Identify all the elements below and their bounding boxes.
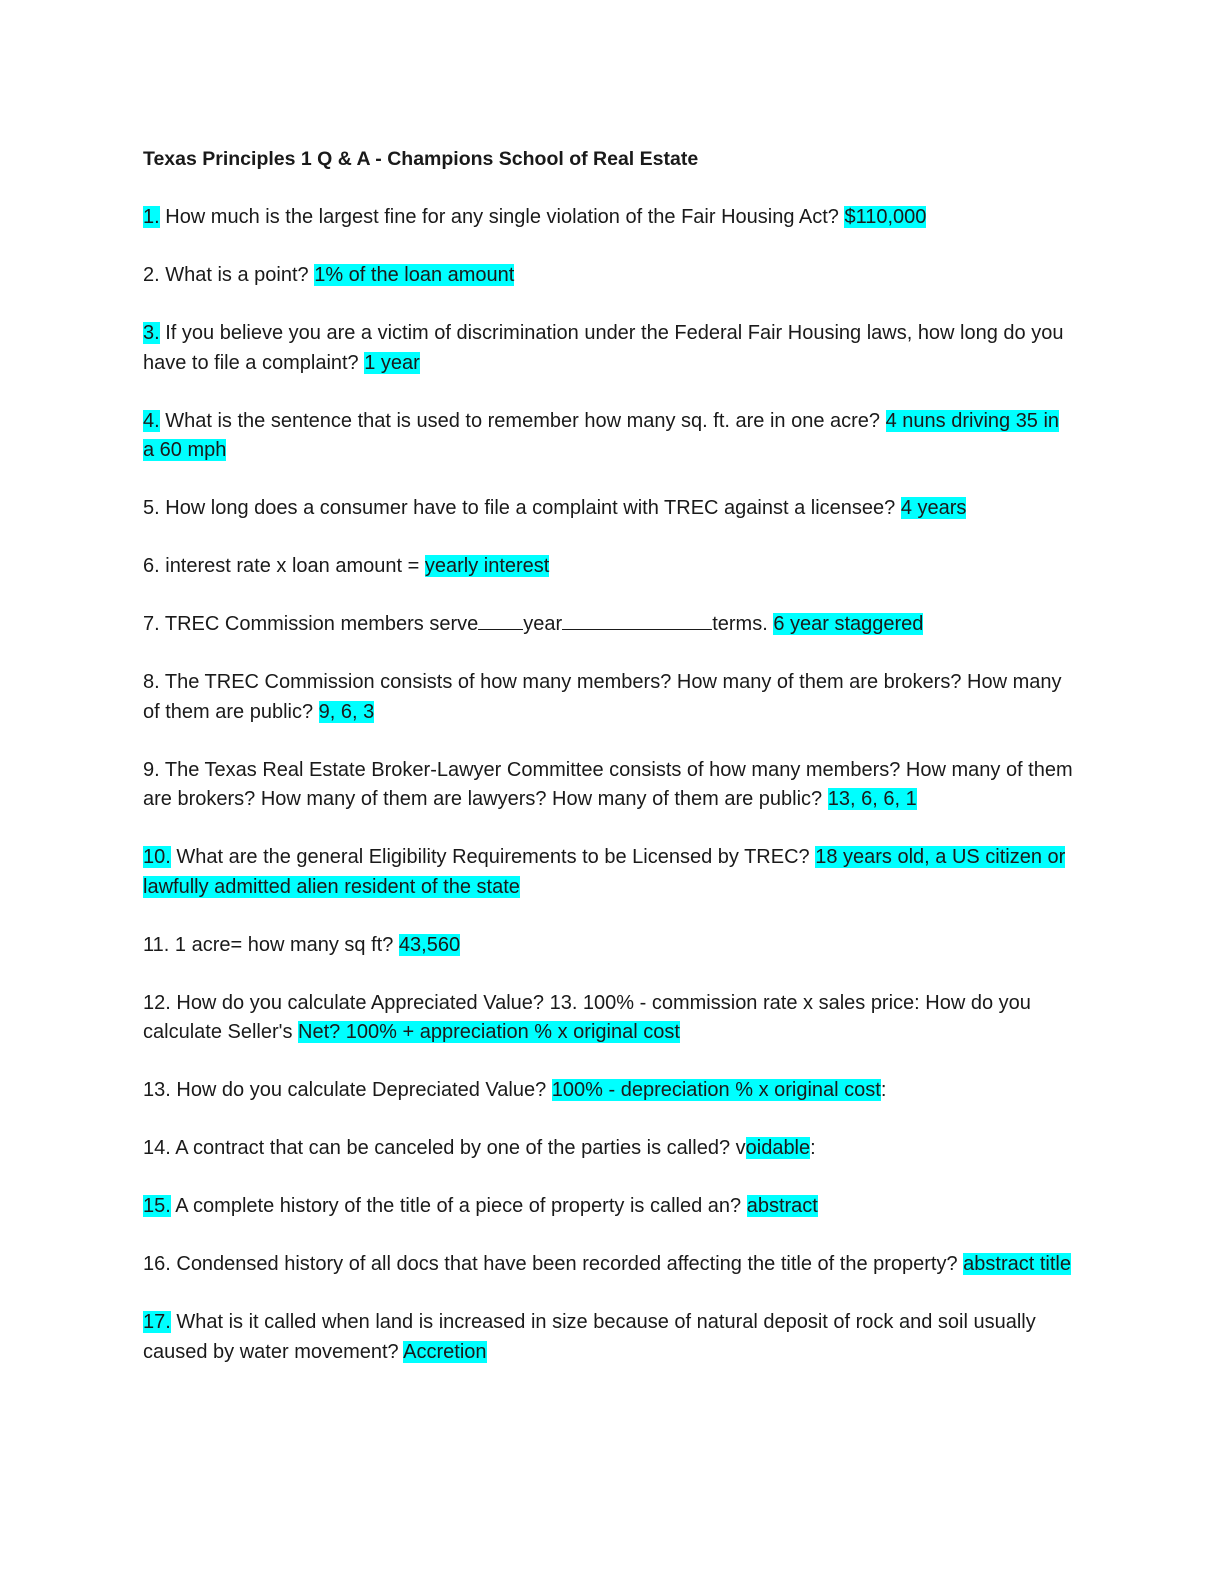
- question-7: [143, 610, 1073, 640]
- question-text: What is the sentence that is used to remember how many sq. ft. are in one acre?: [159, 409, 886, 432]
- question-10: [143, 843, 1073, 902]
- question-number: 7.: [143, 613, 160, 635]
- question-9: [143, 756, 1073, 815]
- question-number: 4.: [143, 409, 160, 432]
- question-number: 3.: [143, 322, 160, 344]
- question-text: A complete history of the title of a piece of property is called an?: [170, 1195, 747, 1217]
- question-number: 11.: [143, 933, 170, 956]
- fill-in-blank: [478, 610, 523, 630]
- answer-highlight: Accretion: [403, 1340, 487, 1363]
- question-text: The Texas Real Estate Broker-Lawyer Committee consists of how many members? How many of them are brokers? How many of them are lawyers? How many of them are public?: [143, 758, 1073, 810]
- question-number: 8.: [143, 671, 160, 693]
- question-text: The TREC Commission consists of how many members? How many of them are brokers? How many of them are public?: [143, 671, 1062, 723]
- question-text: If you believe you are a victim of discrimination under the Federal Fair Housing laws, how long do you have to file a complaint?: [143, 322, 1064, 374]
- question-4: [143, 407, 1073, 466]
- answer-suffix: :: [810, 1137, 816, 1159]
- question-16: [143, 1250, 1073, 1280]
- question-number: 9.: [143, 758, 160, 781]
- question-text: How long does a consumer have to file a complaint with TREC against a licensee?: [159, 497, 901, 519]
- question-number: 17.: [143, 1311, 171, 1333]
- fill-in-blank: [562, 610, 712, 630]
- question-number: 1.: [143, 206, 160, 228]
- question-13: [143, 1076, 1073, 1106]
- question-text: year: [523, 613, 563, 635]
- answer-highlight: 4 nuns driving 35 in a 60 mph: [143, 409, 1060, 461]
- answer-highlight: abstract: [746, 1195, 818, 1217]
- question-text: How much is the largest fine for any single violation of the Fair Housing Act?: [159, 206, 845, 228]
- answer-highlight: 9, 6, 3: [318, 700, 375, 723]
- question-text: What are the general Eligibility Requirements to be Licensed by TREC?: [170, 846, 816, 868]
- question-text: How do you calculate Depreciated Value?: [170, 1079, 552, 1101]
- question-3: [143, 319, 1073, 378]
- question-6: [143, 552, 1073, 582]
- question-text: What is it called when land is increased in size because of natural deposit of rock and soil usually caused by water movement?: [143, 1311, 1036, 1363]
- question-number: 13.: [143, 1079, 171, 1101]
- question-number: 2.: [143, 264, 160, 286]
- answer-highlight: $110,000: [844, 206, 927, 228]
- question-5: [143, 494, 1073, 524]
- question-number: 15.: [143, 1195, 171, 1217]
- question-8: [143, 668, 1073, 727]
- question-number: 12.: [143, 991, 171, 1014]
- answer-highlight: Net? 100% + appreciation % x original cost: [298, 1021, 680, 1043]
- document-title: Texas Principles 1 Q & A - Champions School of Real Estate: [143, 148, 699, 170]
- question-number: 6.: [143, 555, 160, 577]
- question-text: TREC Commission members serve: [159, 613, 479, 635]
- answer-highlight: yearly interest: [424, 555, 550, 577]
- question-11: [143, 931, 1073, 961]
- answer-highlight: 100% - depreciation % x original cost: [551, 1079, 881, 1101]
- answer-suffix: :: [880, 1079, 887, 1101]
- question-number: 14.: [143, 1137, 171, 1159]
- question-text: How do you calculate Appreciated Value? 13. 100% - commission rate x sales price: How do you calculate Seller's: [143, 991, 1031, 1043]
- question-number: 10.: [143, 846, 171, 868]
- answer-highlight: 18 years old, a US citizen or lawfully admitted alien resident of the state: [143, 846, 1066, 898]
- question-number: 16.: [143, 1253, 171, 1275]
- question-1: [143, 203, 1073, 233]
- answer-highlight: 6 year staggered: [773, 613, 924, 635]
- question-text: interest rate x loan amount =: [159, 555, 425, 577]
- answer-highlight: abstract title: [963, 1253, 1071, 1275]
- question-text: terms.: [712, 613, 774, 635]
- question-17: [143, 1308, 1073, 1367]
- answer-highlight: 43,560: [398, 933, 461, 956]
- question-text: A contract that can be canceled by one of the parties is called? v: [170, 1137, 746, 1159]
- question-12: [143, 989, 1073, 1048]
- question-14: [143, 1134, 1073, 1164]
- question-number: 5.: [143, 497, 160, 519]
- question-15: [143, 1192, 1073, 1222]
- question-text: 1 acre= how many sq ft?: [169, 933, 399, 956]
- question-text: What is a point?: [159, 264, 315, 286]
- answer-highlight: 4 years: [900, 497, 967, 519]
- document-page: [143, 145, 1073, 1396]
- answer-highlight: 1 year: [364, 351, 420, 374]
- answer-highlight: oidable: [745, 1137, 811, 1159]
- answer-highlight: 1% of the loan amount: [314, 264, 515, 286]
- answer-highlight: 13, 6, 6, 1: [827, 788, 917, 810]
- question-text: Condensed history of all docs that have been recorded affecting the title of the property?: [170, 1253, 964, 1275]
- question-2: [143, 261, 1073, 291]
